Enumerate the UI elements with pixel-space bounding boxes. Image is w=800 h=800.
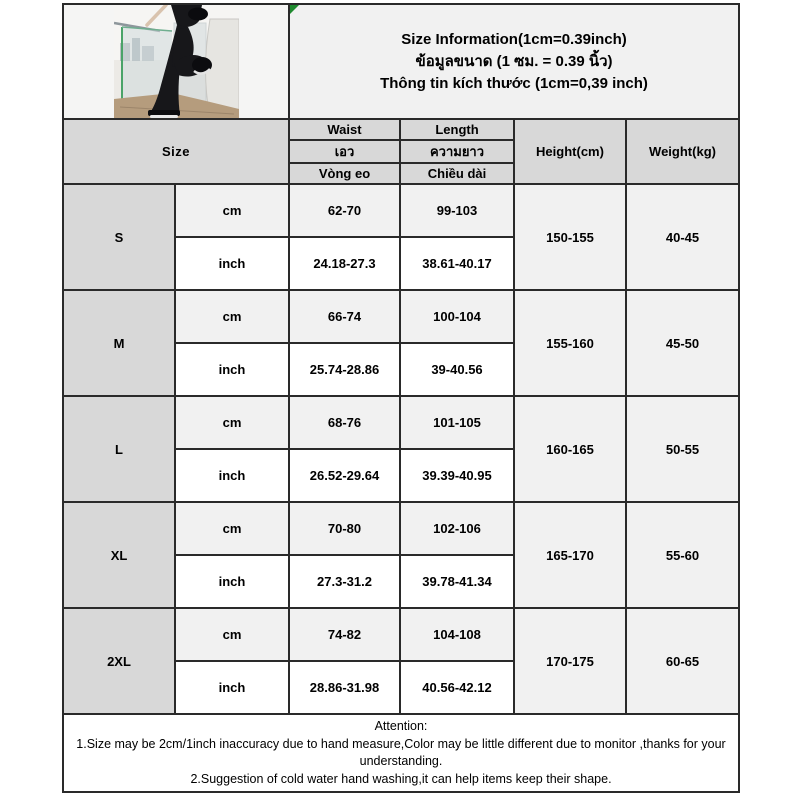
unit-cm-label: cm (175, 184, 289, 237)
unit-inch-label: inch (175, 449, 289, 502)
waist-cm-value-S: 62-70 (289, 184, 400, 237)
height-value-M: 155-160 (514, 290, 626, 396)
product-image-cell (63, 4, 289, 119)
size-row-S-cm (63, 184, 739, 237)
weight-column-header: Weight(kg) (626, 119, 739, 184)
size-row-XL-cm (63, 502, 739, 555)
bottom-shoe-sole (150, 115, 178, 118)
attention-title: Attention: (374, 719, 428, 733)
length-inch-value-L: 39.39-40.95 (400, 449, 514, 502)
size-label-L: L (63, 396, 175, 502)
length-cm-value-L: 101-105 (400, 396, 514, 449)
unit-cm-label: cm (175, 396, 289, 449)
size-row-L-cm (63, 396, 739, 449)
size-label-XL: XL (63, 502, 175, 608)
unit-inch-label: inch (175, 661, 289, 714)
size-label-M: M (63, 290, 175, 396)
size-row-2XL-cm (63, 608, 739, 661)
waist-inch-value-2XL: 28.86-31.98 (289, 661, 400, 714)
length-header-en: Length (400, 119, 514, 140)
attention-note (64, 716, 738, 790)
length-header-th: ความยาว (400, 140, 514, 163)
attention-line-1: 1.Size may be 2cm/1inch inaccuracy due to hand measure,Color may be little different due to monitor ,thanks for your understanding. (76, 736, 726, 768)
weight-value-L: 50-55 (626, 396, 739, 502)
unit-cm-label: cm (175, 502, 289, 555)
size-chart-table (62, 3, 740, 793)
height-value-S: 150-155 (514, 184, 626, 290)
size-chart-sheet (62, 3, 740, 793)
waist-inch-value-L: 26.52-29.64 (289, 449, 400, 502)
title-stack (290, 5, 738, 118)
unit-inch-label: inch (175, 555, 289, 608)
length-cm-value-2XL: 104-108 (400, 608, 514, 661)
length-header-vi: Chiều dài (400, 163, 514, 184)
waist-inch-value-M: 25.74-28.86 (289, 343, 400, 396)
waist-inch-value-XL: 27.3-31.2 (289, 555, 400, 608)
weight-value-XL: 55-60 (626, 502, 739, 608)
length-inch-value-S: 38.61-40.17 (400, 237, 514, 290)
title-english: Size Information(1cm=0.39inch) (401, 30, 627, 48)
waist-header-en: Waist (289, 119, 400, 140)
waist-cm-value-L: 68-76 (289, 396, 400, 449)
size-row-M-cm (63, 290, 739, 343)
height-value-L: 160-165 (514, 396, 626, 502)
waist-cm-value-XL: 70-80 (289, 502, 400, 555)
height-column-header: Height(cm) (514, 119, 626, 184)
length-inch-value-XL: 39.78-41.34 (400, 555, 514, 608)
size-column-header: Size (63, 119, 289, 184)
length-cm-value-S: 99-103 (400, 184, 514, 237)
weight-value-M: 45-50 (626, 290, 739, 396)
height-value-2XL: 170-175 (514, 608, 626, 714)
waist-header-th: เอว (289, 140, 400, 163)
green-corner-marker-icon (290, 5, 299, 14)
waist-cm-value-M: 66-74 (289, 290, 400, 343)
length-cm-value-XL: 102-106 (400, 502, 514, 555)
unit-cm-label: cm (175, 608, 289, 661)
product-photo-illustration (114, 5, 239, 118)
unit-inch-label: inch (175, 343, 289, 396)
waist-header-vi: Vòng eo (289, 163, 400, 184)
attention-line-2: 2.Suggestion of cold water hand washing,it can help items keep their shape. (190, 771, 612, 786)
height-value-XL: 165-170 (514, 502, 626, 608)
unit-inch-label: inch (175, 237, 289, 290)
title-vietnamese: Thông tin kích thước (1cm=0,39 inch) (380, 74, 648, 92)
weight-value-2XL: 60-65 (626, 608, 739, 714)
length-inch-value-M: 39-40.56 (400, 343, 514, 396)
weight-value-S: 40-45 (626, 184, 739, 290)
size-information-header-cell (289, 4, 739, 119)
size-label-S: S (63, 184, 175, 290)
title-thai: ข้อมูลขนาด (1 ซม. = 0.39 นิ้ว) (415, 52, 613, 70)
product-photo (64, 5, 288, 118)
waist-cm-value-2XL: 74-82 (289, 608, 400, 661)
length-cm-value-M: 100-104 (400, 290, 514, 343)
length-inch-value-2XL: 40.56-42.12 (400, 661, 514, 714)
unit-cm-label: cm (175, 290, 289, 343)
size-label-2XL: 2XL (63, 608, 175, 714)
waist-inch-value-S: 24.18-27.3 (289, 237, 400, 290)
handbag (188, 8, 208, 21)
attention-note-cell (63, 714, 739, 792)
